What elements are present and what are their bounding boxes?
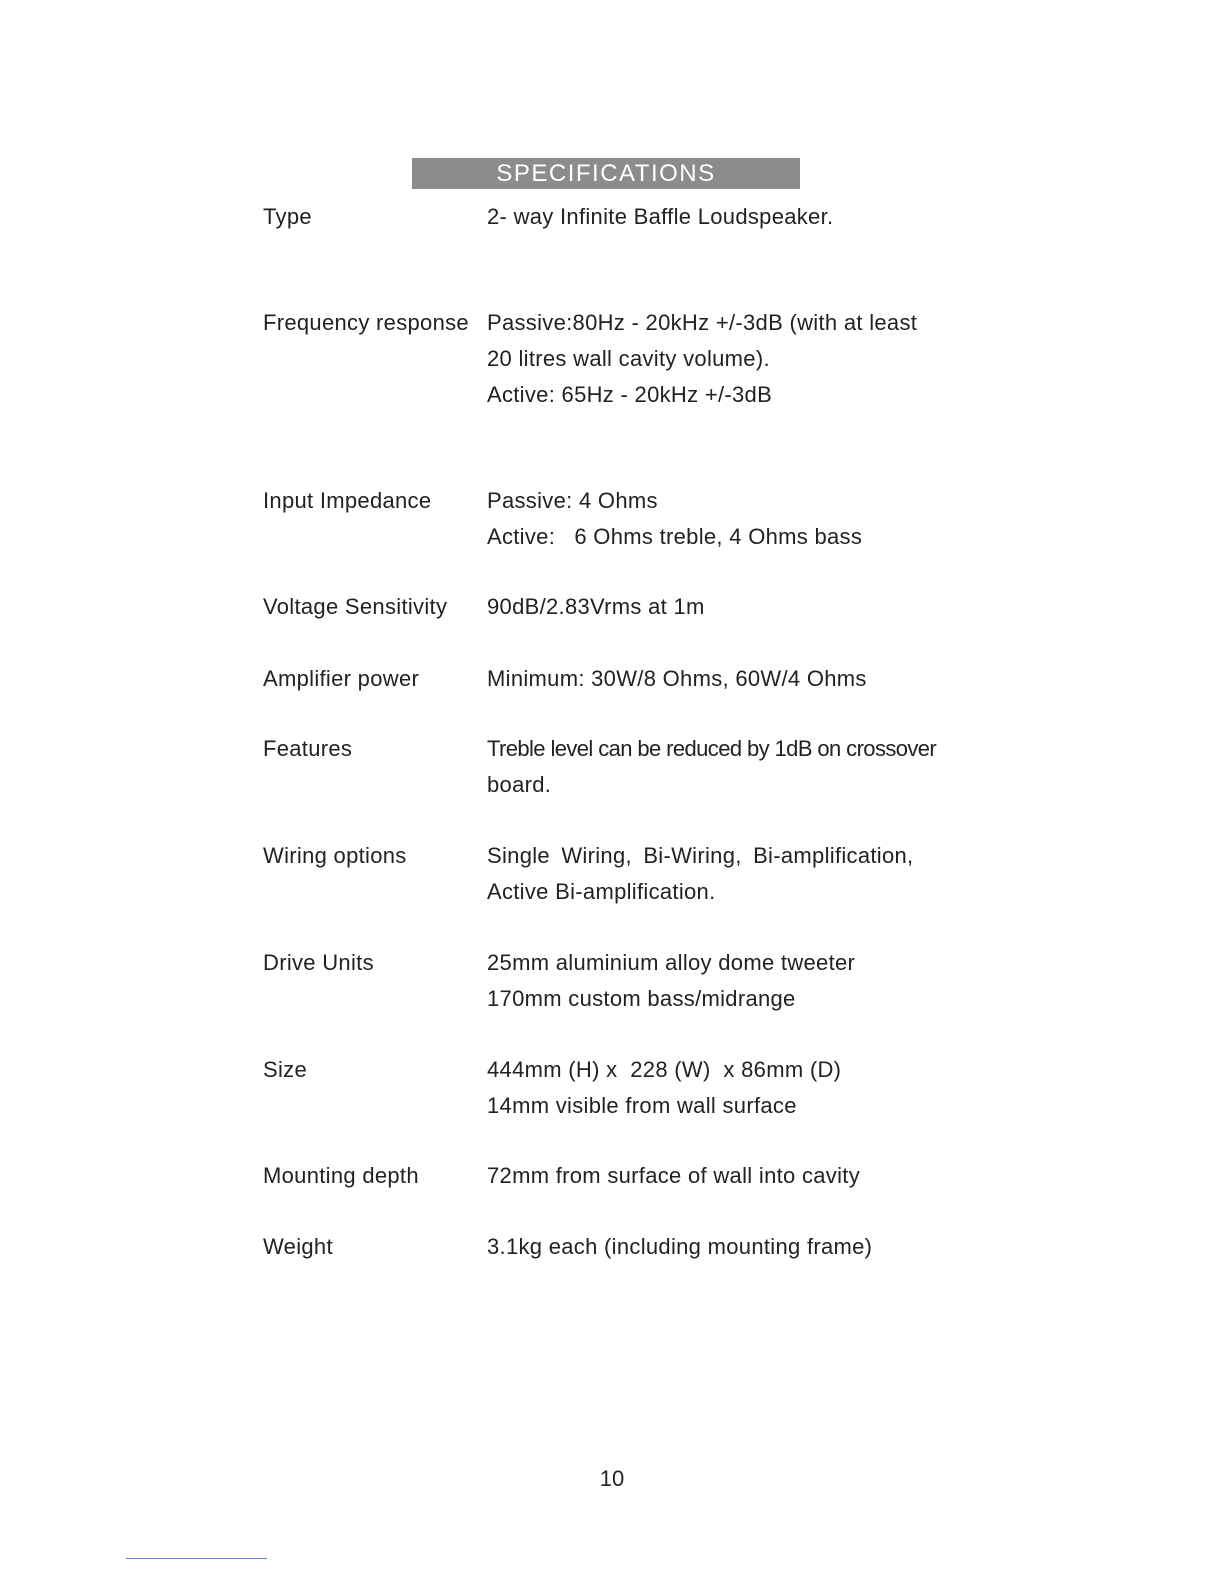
spec-value-line: Passive: 4 Ohms — [487, 488, 658, 513]
spec-label-wiring-options: Wiring options — [263, 843, 407, 868]
spec-label-drive-units: Drive Units — [263, 950, 374, 975]
spec-label-voltage-sensitivity: Voltage Sensitivity — [263, 594, 448, 619]
spec-label-weight: Weight — [263, 1234, 333, 1259]
spec-value-line: Passive:80Hz - 20kHz +/-3dB (with at least — [487, 310, 918, 335]
spec-value-line: Active: 65Hz - 20kHz +/-3dB — [487, 382, 773, 407]
spec-value-wiring-options — [487, 838, 913, 910]
spec-value-input-impedance — [487, 483, 862, 555]
spec-label-input-impedance: Input Impedance — [263, 488, 432, 513]
spec-label-type: Type — [263, 204, 312, 229]
spec-value-voltage-sensitivity — [487, 589, 705, 625]
spec-value-line: Active Bi-amplification. — [487, 879, 716, 904]
spec-value-weight — [487, 1229, 872, 1265]
spec-value-line: Active: 6 Ohms treble, 4 Ohms bass — [487, 524, 863, 549]
spec-value-line: Minimum: 30W/8 Ohms, 60W/4 Ohms — [487, 666, 867, 691]
spec-value-size — [487, 1052, 841, 1124]
footer-rule — [126, 1558, 267, 1559]
spec-value-line: 25mm aluminium alloy dome tweeter — [487, 950, 856, 975]
spec-value-amplifier-power — [487, 661, 867, 697]
spec-label-frequency-response: Frequency response — [263, 310, 469, 335]
spec-value-line: 14mm visible from wall surface — [487, 1093, 797, 1118]
spec-value-line: 2- way Infinite Baffle Loudspeaker. — [487, 204, 834, 229]
spec-value-type — [487, 199, 833, 235]
spec-value-line: Single Wiring, Bi-Wiring, Bi-amplification, — [487, 843, 914, 868]
spec-label-mounting-depth: Mounting depth — [263, 1163, 419, 1188]
spec-label-amplifier-power: Amplifier power — [263, 666, 420, 691]
spec-value-line: 72mm from surface of wall into cavity — [487, 1163, 860, 1188]
spec-label-features: Features — [263, 736, 353, 761]
spec-value-line: board. — [487, 772, 552, 797]
spec-value-line: 444mm (H) x 228 (W) x 86mm (D) — [487, 1057, 842, 1082]
spec-value-features — [487, 731, 936, 803]
spec-value-drive-units — [487, 945, 855, 1017]
spec-label-size: Size — [263, 1057, 307, 1082]
spec-value-frequency-response — [487, 305, 917, 413]
spec-value-line: 170mm custom bass/midrange — [487, 986, 796, 1011]
spec-value-mounting-depth — [487, 1158, 860, 1194]
spec-value-line: 20 litres wall cavity volume). — [487, 346, 770, 371]
spec-value-line: 90dB/2.83Vrms at 1m — [487, 594, 705, 619]
spec-value-line: 3.1kg each (including mounting frame) — [487, 1234, 873, 1259]
page-number: 10 — [599, 1466, 625, 1491]
spec-value-line: Treble level can be reduced by 1dB on crossover — [487, 736, 937, 761]
specifications-heading: SPECIFICATIONS — [412, 158, 800, 189]
